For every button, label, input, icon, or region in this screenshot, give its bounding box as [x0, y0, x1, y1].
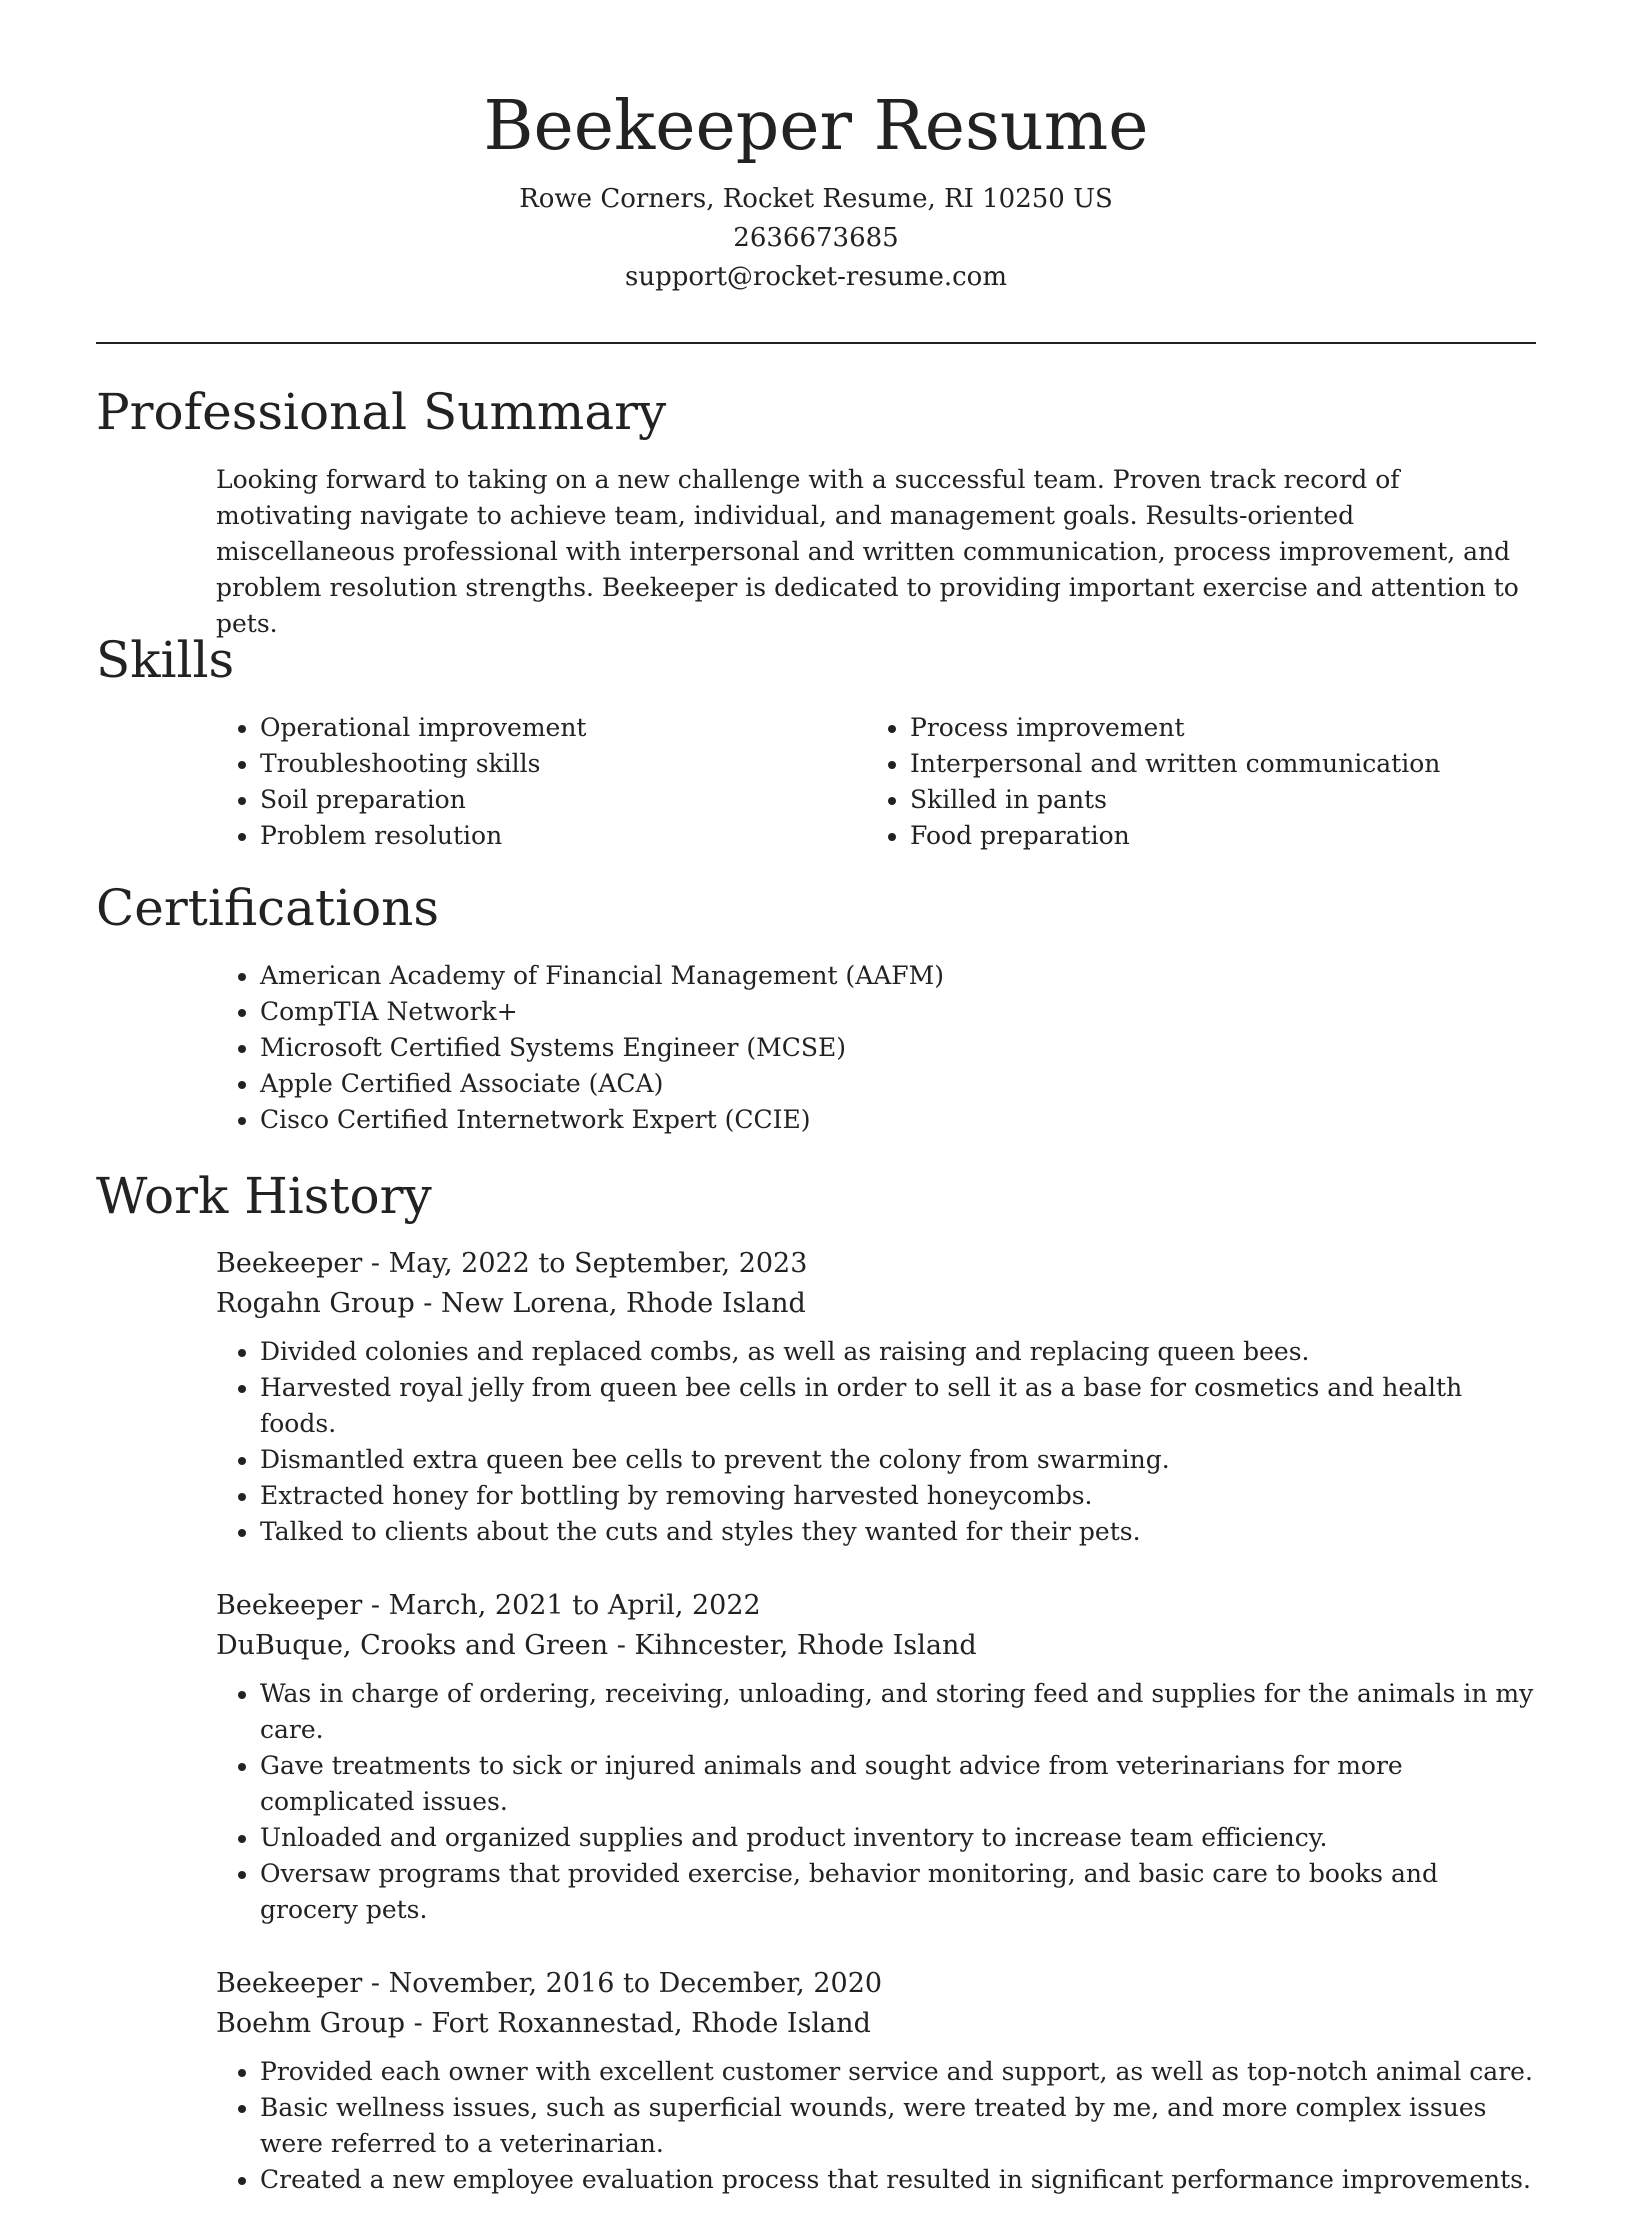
job-bullet: • Talked to clients about the cuts and styles they wanted for their pets.: [260, 1514, 1538, 1550]
skill-item: • Skilled in pants: [910, 782, 1516, 818]
skill-item: • Process improvement: [910, 710, 1516, 746]
skills-heading: Skills: [96, 631, 235, 689]
skill-item: • Troubleshooting skills: [260, 746, 866, 782]
job-bullet: • Oversaw programs that provided exercise, behavior monitoring, and basic care to books and grocery pets.: [260, 1856, 1538, 1928]
skill-item: • Problem resolution: [260, 818, 866, 854]
job-bullet: • Unloaded and organized supplies and product inventory to increase team efficiency.: [260, 1820, 1538, 1856]
certification-item: • American Academy of Financial Management (AAFM): [260, 958, 1538, 994]
job-bullet: • Provided each owner with excellent customer service and support, as well as top-notch animal care.: [260, 2054, 1538, 2090]
job-entry: [216, 1244, 1538, 1550]
certification-item: • Microsoft Certified Systems Engineer (MCSE): [260, 1030, 1538, 1066]
certification-item: • Cisco Certified Internetwork Expert (CCIE): [260, 1102, 1538, 1138]
work-history-heading: Work History: [96, 1167, 432, 1225]
job-entry: [216, 1586, 1538, 1928]
skill-item: • Soil preparation: [260, 782, 866, 818]
job-title-line: Beekeeper - March, 2021 to April, 2022: [216, 1590, 761, 1621]
summary-text: Looking forward to taking on a new challenge with a successful team. Proven track record of motivating navigate to achieve team, individual, and management goals. Results-oriented miscellaneous professional with interpersonal and written communication, process improvement, and problem resolution strengths. Beekeeper is dedicated to providing important exercise and attention to pets.: [216, 465, 1519, 638]
skills-column-right: [866, 710, 1516, 854]
job-bullet: • Gave treatments to sick or injured animals and sought advice from veterinarians for more complicated issues.: [260, 1748, 1538, 1820]
job-bullet: • Basic wellness issues, such as superficial wounds, were treated by me, and more complex issues were referred to a veterinarian.: [260, 2090, 1538, 2162]
certification-item: • CompTIA Network+: [260, 994, 1538, 1030]
skill-item: • Operational improvement: [260, 710, 866, 746]
job-bullet: • Created a new employee evaluation process that resulted in significant performance improvements.: [260, 2162, 1538, 2198]
summary-heading: Professional Summary: [96, 383, 667, 441]
certification-item: • Apple Certified Associate (ACA): [260, 1066, 1538, 1102]
job-bullet: • Was in charge of ordering, receiving, unloading, and storing feed and supplies for the animals in my care.: [260, 1676, 1538, 1748]
job-company-line: Boehm Group - Fort Roxannestad, Rhode Island: [216, 2008, 871, 2039]
job-bullet: • Extracted honey for bottling by removing harvested honeycombs.: [260, 1478, 1538, 1514]
job-title-line: Beekeeper - November, 2016 to December, 2020: [216, 1968, 883, 1999]
work-history-section: [216, 1244, 1538, 2234]
certifications-section: [216, 958, 1538, 1138]
skill-item: • Food preparation: [910, 818, 1516, 854]
address: Rowe Corners, Rocket Resume, RI 10250 US: [519, 184, 1113, 214]
job-bullet: • Divided colonies and replaced combs, as well as raising and replacing queen bees.: [260, 1334, 1538, 1370]
job-bullet: • Harvested royal jelly from queen bee cells in order to sell it as a base for cosmetics and health foods.: [260, 1370, 1538, 1442]
header-divider: [96, 342, 1536, 344]
certifications-heading: Certifications: [96, 879, 440, 937]
resume-header: [0, 82, 1632, 297]
resume-title: Beekeeper Resume: [483, 87, 1149, 166]
job-entry: [216, 1964, 1538, 2198]
job-title-line: Beekeeper - May, 2022 to September, 2023: [216, 1248, 808, 1279]
job-company-line: Rogahn Group - New Lorena, Rhode Island: [216, 1288, 806, 1319]
skills-section: [216, 710, 1538, 854]
contact-info: [0, 180, 1632, 297]
summary-section: [216, 462, 1538, 642]
skills-grid: [216, 710, 1538, 854]
skill-item: • Interpersonal and written communication: [910, 746, 1516, 782]
skills-column-left: [216, 710, 866, 854]
job-company-line: DuBuque, Crooks and Green - Kihncester, Rhode Island: [216, 1630, 977, 1661]
job-bullet: • Dismantled extra queen bee cells to prevent the colony from swarming.: [260, 1442, 1538, 1478]
phone: 2636673685: [733, 223, 899, 253]
email: support@rocket-resume.com: [624, 262, 1007, 292]
